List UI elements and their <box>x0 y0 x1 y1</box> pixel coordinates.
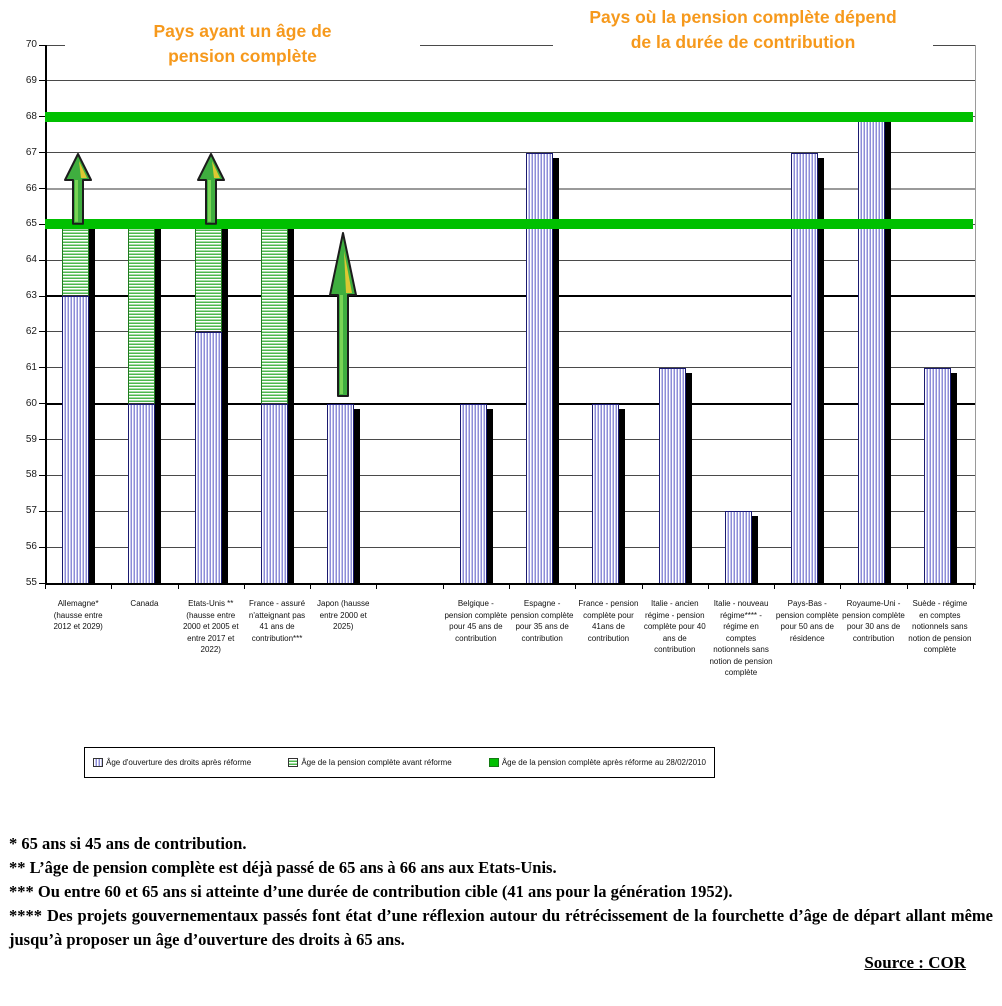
gridline-57 <box>47 511 975 512</box>
y-axis-tick-59 <box>39 439 45 440</box>
y-axis-tick-69 <box>39 80 45 81</box>
gridline-58 <box>47 475 975 476</box>
increase-arrow-icon-2 <box>196 153 226 225</box>
gridline-61 <box>47 367 975 368</box>
right-group-title-line2: de la durée de contribution <box>630 32 856 52</box>
bar-shadow-4 <box>354 409 360 583</box>
y-axis-label-69: 69 <box>25 74 37 86</box>
footnote-1: * 65 ans si 45 ans de contribution. <box>9 834 247 853</box>
footnote-4: **** Des projets gouvernementaux passés font état d’une réflexion autour du rétrécissement de la fourchette d’âge de départ allant même jusqu’à proposer un âge d’ouverture des droits à 65 ans. <box>9 906 993 949</box>
y-axis-label-63: 63 <box>25 290 37 302</box>
footnotes-block <box>9 832 993 952</box>
gridline-60 <box>47 403 975 405</box>
increase-arrow-icon-0 <box>63 153 93 225</box>
chart-plot-area <box>45 45 976 585</box>
y-axis-label-62: 62 <box>25 325 37 337</box>
y-axis-tick-70 <box>39 45 45 46</box>
gridline-59 <box>47 439 975 440</box>
x-axis-tick-1 <box>111 585 112 589</box>
bar-shadow-12 <box>951 373 957 583</box>
legend-label-full-before: Âge de la pension complète avant réforme <box>301 758 452 767</box>
bar-shadow-9 <box>752 516 758 583</box>
y-axis-tick-60 <box>39 403 45 404</box>
x-axis-label-9: Italie - nouveau régime**** - régime en comptes notionnels sans notion de pension complète <box>709 599 773 677</box>
increase-arrow-icon-4 <box>328 232 358 397</box>
x-axis-tick-13 <box>907 585 908 589</box>
chart-legend <box>84 747 715 778</box>
bar-shadow-3 <box>288 229 294 583</box>
x-axis-tick-5 <box>376 585 377 589</box>
x-axis-tick-10 <box>708 585 709 589</box>
x-axis-tick-2 <box>178 585 179 589</box>
left-group-title-line1: Pays ayant un âge de <box>153 21 332 41</box>
x-axis-tick-7 <box>509 585 510 589</box>
bar-full-before-1 <box>128 224 155 403</box>
y-axis-label-67: 67 <box>25 146 37 158</box>
y-axis-label-64: 64 <box>25 254 37 266</box>
x-axis-label-1: Canada <box>130 599 159 608</box>
x-axis-label-11: Royaume-Uni - pension complète pour 30 ans de contribution <box>842 599 905 643</box>
bar-open-age-2 <box>195 332 222 583</box>
x-axis-label-10: Pays-Bas - pension complète pour 50 ans de résidence <box>775 599 839 643</box>
bar-open-age-9 <box>725 511 752 583</box>
y-axis-label-58: 58 <box>25 469 37 481</box>
bar-shadow-1 <box>155 229 161 583</box>
legend-label-open-age: Âge d'ouverture des droits après réforme <box>106 758 252 767</box>
y-axis-label-55: 55 <box>25 577 37 588</box>
gridline-66 <box>47 188 975 190</box>
y-axis-label-57: 57 <box>25 505 37 517</box>
right-group-title <box>553 5 933 55</box>
legend-item-open-age <box>93 758 251 767</box>
y-axis-tick-56 <box>39 547 45 548</box>
x-axis-label-8: Italie - ancien régime - pension complète pour 40 ans de contribution <box>643 599 706 654</box>
green-line-swatch-icon <box>489 758 499 767</box>
y-axis-label-65: 65 <box>25 218 37 230</box>
x-axis-label-5: Belgique - pension complète pour 45 ans de contribution <box>444 599 508 643</box>
legend-label-full-after: Âge de la pension complète après réforme au 28/02/2010 <box>501 758 706 767</box>
bar-open-age-10 <box>791 153 818 583</box>
gridline-64 <box>47 260 975 261</box>
footnote-3: *** Ou entre 60 et 65 ans si atteinte d’une durée de contribution cible (41 ans pour la génération 1952). <box>9 882 733 901</box>
footnote-2: ** L’âge de pension complète est déjà passé de 65 ans à 66 ans aux Etats-Unis. <box>9 858 557 877</box>
x-axis-label-4: Japon (hausse entre 2000 et 2025) <box>317 599 370 631</box>
green-horizontal-stripes-swatch-icon <box>288 758 298 767</box>
legend-item-full-before <box>288 758 451 767</box>
y-axis-label-61: 61 <box>25 361 37 373</box>
y-axis-tick-67 <box>39 152 45 153</box>
y-axis-label-70: 70 <box>25 39 37 50</box>
reference-line-68 <box>45 112 973 122</box>
x-axis-tick-11 <box>774 585 775 589</box>
y-axis-tick-57 <box>39 511 45 512</box>
y-axis-tick-63 <box>39 296 45 297</box>
bar-shadow-2 <box>222 229 228 583</box>
x-axis-tick-14 <box>973 585 974 589</box>
bar-open-age-8 <box>659 368 686 583</box>
x-axis-label-0: Allemagne* (hausse entre 2012 et 2029) <box>53 599 103 631</box>
blue-vertical-stripes-swatch-icon <box>93 758 103 767</box>
y-axis-tick-58 <box>39 475 45 476</box>
bar-full-before-3 <box>261 224 288 403</box>
x-axis-label-12: Suède - régime en comptes notionnels sans notion de pension complète <box>908 599 972 654</box>
bar-shadow-8 <box>686 373 692 583</box>
bar-shadow-0 <box>89 229 95 583</box>
x-axis-tick-3 <box>244 585 245 589</box>
x-axis-tick-9 <box>642 585 643 589</box>
y-axis-label-59: 59 <box>25 433 37 445</box>
legend-item-full-after <box>489 758 706 767</box>
left-group-title <box>65 19 420 69</box>
right-group-title-line1: Pays où la pension complète dépend <box>589 7 897 27</box>
y-axis-label-60: 60 <box>25 397 37 409</box>
x-axis-label-6: Espagne - pension complète pour 35 ans de contribution <box>510 599 574 643</box>
bar-open-age-11 <box>858 117 885 583</box>
bar-shadow-11 <box>885 122 891 583</box>
bar-shadow-7 <box>619 409 625 583</box>
y-axis-tick-61 <box>39 367 45 368</box>
left-group-title-line2: pension complète <box>168 46 317 66</box>
y-axis-label-56: 56 <box>25 541 37 553</box>
x-axis-label-7: France - pension complète pour 41ans de contribution <box>578 599 639 643</box>
bar-open-age-4 <box>327 404 354 583</box>
gridline-63 <box>47 295 975 297</box>
bar-full-before-0 <box>62 224 89 296</box>
y-axis-label-66: 66 <box>25 182 37 194</box>
x-axis-tick-6 <box>443 585 444 589</box>
bar-open-age-3 <box>261 404 288 583</box>
x-axis-tick-12 <box>840 585 841 589</box>
x-axis-tick-4 <box>310 585 311 589</box>
y-axis-tick-64 <box>39 260 45 261</box>
gridline-62 <box>47 331 975 332</box>
bar-open-age-0 <box>62 296 89 583</box>
x-axis-tick-8 <box>575 585 576 589</box>
x-axis-tick-0 <box>45 585 46 589</box>
gridline-69 <box>47 80 975 81</box>
bar-open-age-7 <box>592 404 619 583</box>
gridline-67 <box>47 152 975 153</box>
gridline-56 <box>47 547 975 548</box>
reference-line-65 <box>45 219 973 229</box>
x-axis-label-2: Etats-Unis ** (hausse entre 2000 et 2005 et entre 2017 et 2022) <box>182 599 239 654</box>
y-axis-label-68: 68 <box>25 110 37 122</box>
bar-open-age-12 <box>924 368 951 583</box>
y-axis-tick-62 <box>39 331 45 332</box>
bar-open-age-6 <box>526 153 553 583</box>
y-axis-tick-55 <box>39 583 45 584</box>
x-axis-label-3: France - assuré n'atteignant pas 41 ans de contribution*** <box>248 599 306 643</box>
source-label: Source : COR <box>864 953 966 972</box>
y-axis-tick-66 <box>39 188 45 189</box>
bar-open-age-5 <box>460 404 487 583</box>
bar-shadow-5 <box>487 409 493 583</box>
bar-full-before-2 <box>195 224 222 332</box>
bar-open-age-1 <box>128 404 155 583</box>
